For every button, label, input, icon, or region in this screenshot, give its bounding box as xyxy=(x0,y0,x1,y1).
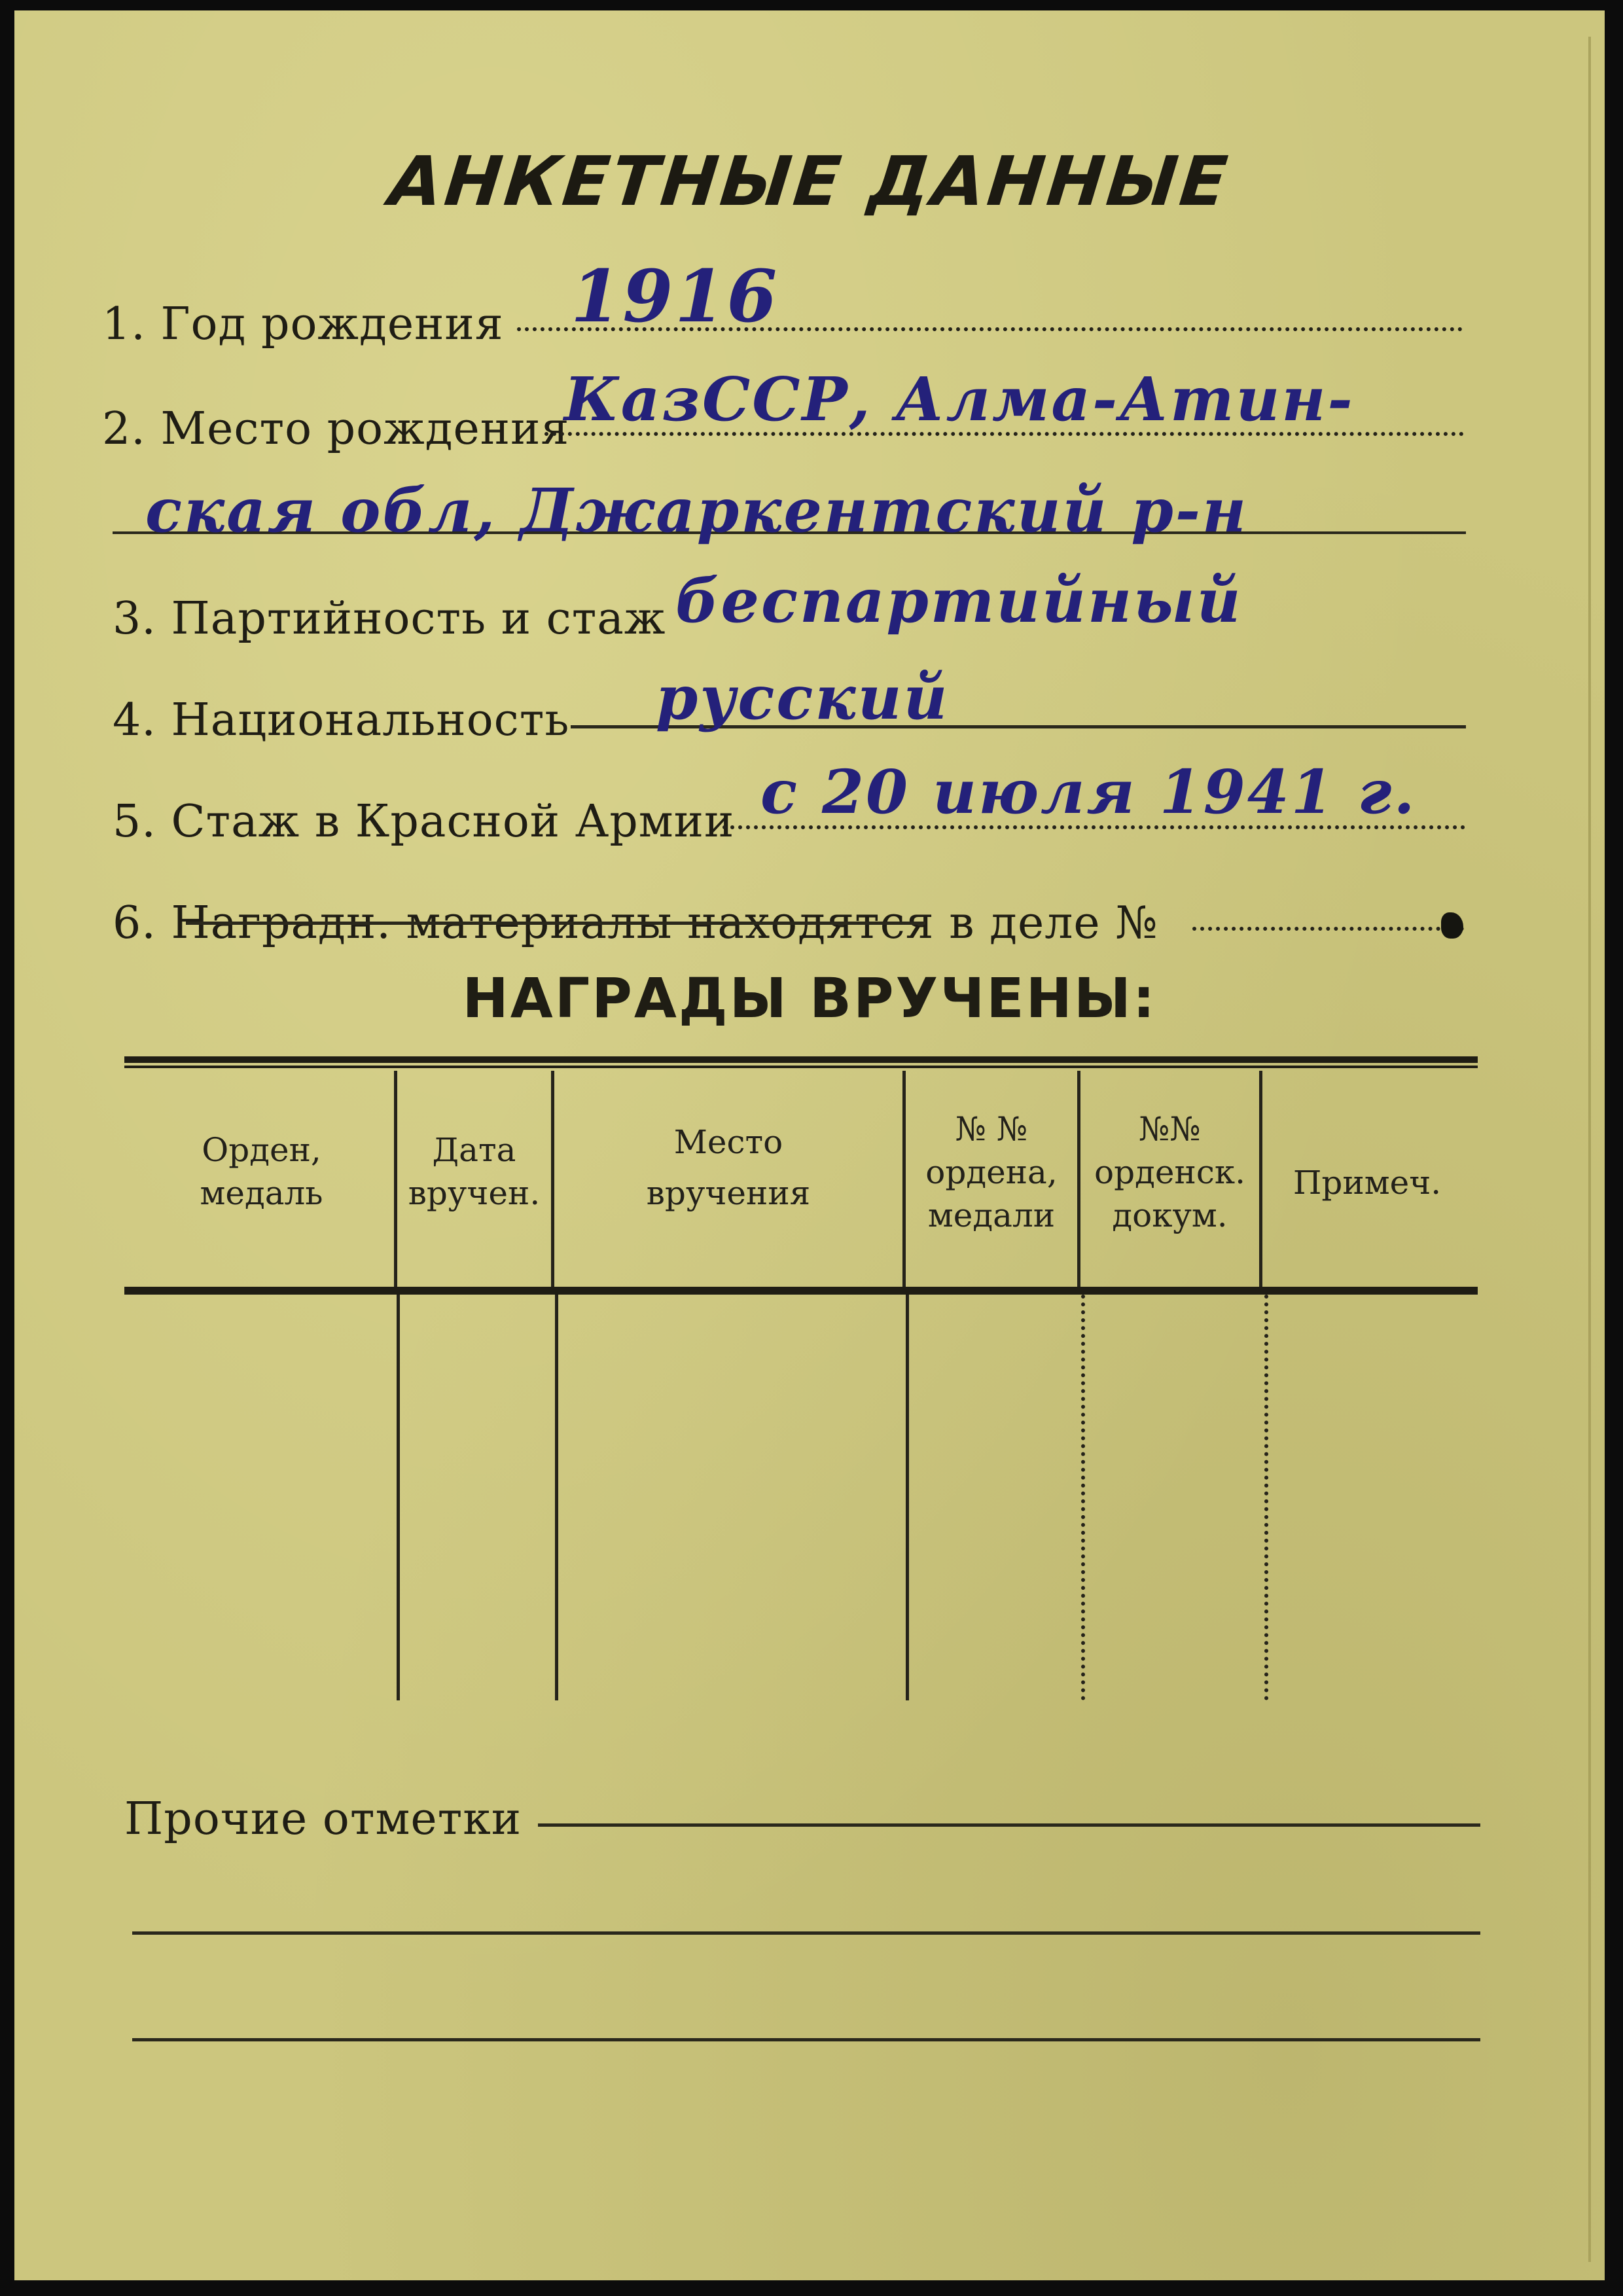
other-marks-line-3 xyxy=(132,2038,1480,2041)
field-value-party[interactable]: беспартийный xyxy=(675,565,1243,636)
field-value-birth-year[interactable]: 1916 xyxy=(571,254,779,338)
header-date-line1: Дата xyxy=(432,1131,516,1169)
column-line-2 xyxy=(555,1295,558,1700)
header-place-line2: вручения xyxy=(646,1174,811,1212)
header-order-number xyxy=(906,1107,1077,1237)
table-top-rule xyxy=(124,1056,1478,1063)
header-order-document-line1: №№ xyxy=(1139,1110,1201,1148)
page-title: АНКЕТНЫЕ ДАННЫЕ xyxy=(385,141,1234,221)
header-date xyxy=(397,1128,551,1215)
field-label-birthplace: 2. Место рождения xyxy=(102,403,570,455)
header-place xyxy=(554,1121,902,1215)
field-value-birthplace[interactable]: КазССР, Алма-Атин- xyxy=(564,364,1355,435)
field-line-case-number xyxy=(1192,927,1464,931)
header-order-document xyxy=(1080,1107,1259,1237)
header-order-number-line1: № № xyxy=(955,1110,1028,1148)
header-order-medal xyxy=(129,1128,394,1215)
header-order-number-line3: медали xyxy=(927,1196,1056,1234)
paper-fold xyxy=(1588,37,1591,2262)
awards-title: НАГРАДЫ ВРУЧЕНЫ: xyxy=(462,966,1157,1030)
field-value-nationality[interactable]: русский xyxy=(656,662,950,733)
header-notes-line1: Примеч. xyxy=(1293,1164,1442,1202)
field-label-award-materials: 6. Наградн. материалы находятся в деле № xyxy=(113,897,1158,949)
table-top-rule-thin xyxy=(124,1066,1478,1068)
ink-blot xyxy=(1441,912,1463,939)
award-card xyxy=(14,10,1605,2280)
header-order-medal-line2: медаль xyxy=(200,1174,323,1212)
other-marks-line-1 xyxy=(538,1823,1480,1827)
header-order-medal-line1: Орден, xyxy=(202,1131,321,1169)
other-marks-line-2 xyxy=(132,1931,1480,1935)
column-dotted-line-2 xyxy=(1264,1295,1268,1700)
header-place-line1: Место xyxy=(673,1123,783,1161)
column-dotted-line-1 xyxy=(1081,1295,1085,1700)
field-label-birth-year: 1. Год рождения xyxy=(102,298,504,350)
header-order-number-line2: ордена, xyxy=(925,1153,1058,1191)
field-label-nationality: 4. Национальность xyxy=(113,694,570,746)
column-line-1 xyxy=(397,1295,400,1700)
table-header-rule xyxy=(124,1287,1478,1295)
field-value-birthplace-line2[interactable]: ская обл, Джаркентский р-н xyxy=(145,475,1249,546)
field-label-army-service: 5. Стаж в Красной Армии xyxy=(113,796,735,848)
field-value-army-service[interactable]: с 20 июля 1941 г. xyxy=(760,757,1417,827)
other-marks-label: Прочие отметки xyxy=(124,1793,522,1845)
field-label-party: 3. Партийность и стаж xyxy=(113,593,666,645)
column-line-3 xyxy=(906,1295,909,1700)
strikethrough-line xyxy=(186,922,925,925)
header-notes xyxy=(1262,1161,1472,1204)
header-order-document-line3: докум. xyxy=(1112,1196,1228,1234)
header-order-document-line2: орденск. xyxy=(1094,1153,1245,1191)
header-date-line2: вручен. xyxy=(408,1174,541,1212)
